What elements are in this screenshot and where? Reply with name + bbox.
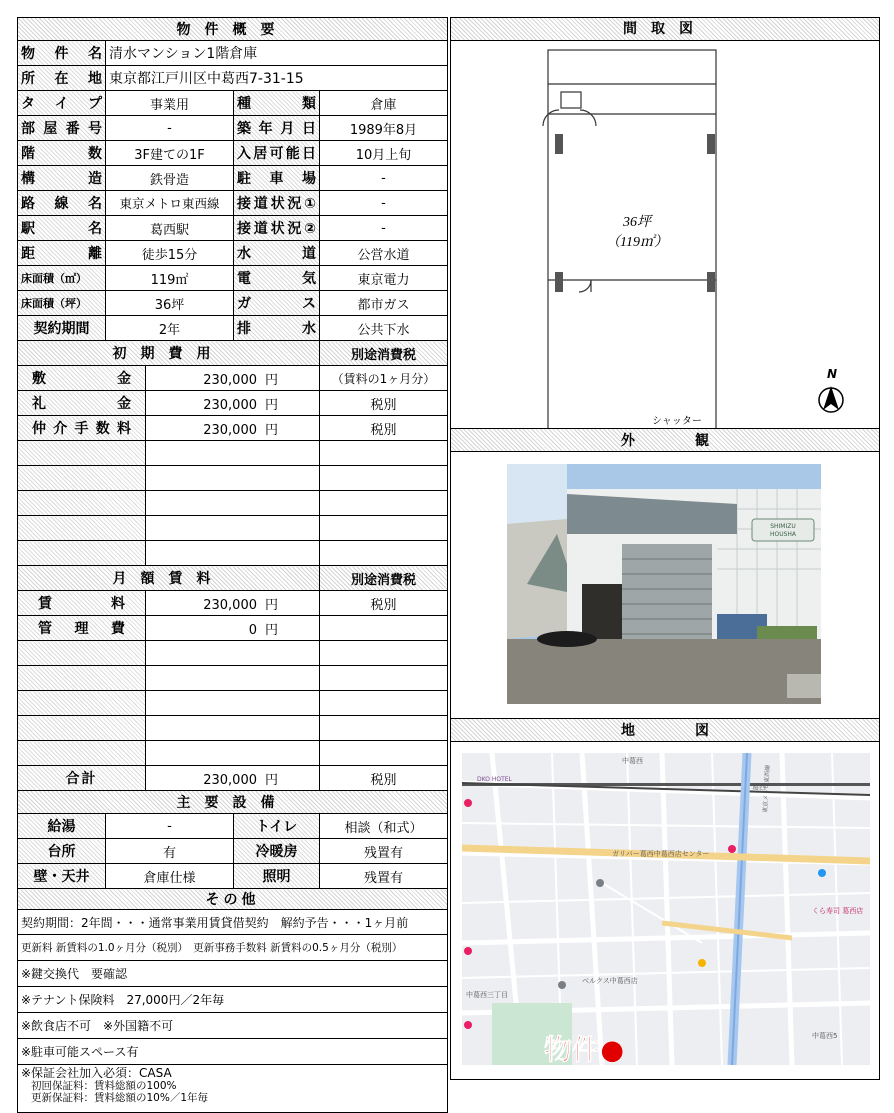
parking-value: - [320,166,448,191]
drainage-value: 公共下水 [320,316,448,341]
room-number-label: 部屋番号 [18,116,106,141]
overview-title: 物件概要 [18,18,448,41]
wall-ceiling-value: 倉庫仕様 [106,864,234,889]
kitchen-label: 台所 [18,839,106,864]
water-value: 公営水道 [320,241,448,266]
structure-value: 鉄骨造 [106,166,234,191]
note-restrictions: ※飲食店不可 ※外国籍不可 [18,1013,448,1039]
empty-row [18,666,448,691]
brokerage-fee-unit: 円 [265,422,279,438]
map-place-nakakasai: 中葛西 [622,757,643,765]
built-date-label: 築年月日 [234,116,320,141]
floor-area-tsubo-value: 36坪 [106,291,234,316]
exterior-photo [507,464,821,704]
property-name-label: 物件名 [18,41,106,66]
map-place-gulliver: ガリバー葛西中葛西店センター [612,850,710,858]
rent-unit: 円 [265,597,279,613]
station-value: 葛西駅 [106,216,234,241]
map-place-hotel: DKO HOTEL [477,776,512,783]
electricity-label: 電気 [234,266,320,291]
map-place-nakakasai3: 中葛西三丁目 [466,991,508,999]
empty-row [18,741,448,766]
brokerage-fee-amount: 230,000 [203,422,257,438]
equipment-table [17,790,448,889]
note-insurance: ※テナント保険料 27,000円／2年毎 [18,987,448,1013]
other-table [17,888,448,1113]
rent-tax: 税別 [320,591,448,616]
toilet-label: トイレ [234,814,320,839]
key-money-tax: 税別 [320,391,448,416]
floorplan-title: 間取図 [451,18,879,41]
note-renewal: 更新料 新賃料の1.0ヶ月分（税別） 更新事務手数料 新賃料の0.5ヶ月分（税別） [18,935,448,961]
kind-value: 倉庫 [320,91,448,116]
key-money-unit: 円 [265,397,279,413]
empty-row [18,441,448,466]
road-access2-label: 接道状況② [234,216,320,241]
exterior-title: 外観 [451,428,879,452]
property-marker-label: 物件● [544,1033,625,1065]
road-access2-value: - [320,216,448,241]
distance-value: 徒歩15分 [106,241,234,266]
note-guarantor-renewal: 更新保証料：賃料総額の10%／1年毎 [31,1092,209,1104]
type-value: 事業用 [106,91,234,116]
initial-tax-header: 別途消費税 [320,341,448,366]
management-fee-amount: 0 [248,622,257,638]
floorplan-area-tsubo: 36坪 [623,215,651,230]
water-label: 水道 [234,241,320,266]
rent-label: 賃料 [18,591,146,616]
road-access1-value: - [320,191,448,216]
map-place-kasai: 葛西 [752,783,766,791]
brokerage-fee-label: 仲介手数料 [18,416,146,441]
line-value: 東京メトロ東西線 [106,191,234,216]
floorplan-drawing [451,42,879,444]
contract-period-value: 2年 [106,316,234,341]
rent-amount: 230,000 [203,597,257,613]
note-contract: 契約期間：2年間・・・通常事業用賃貸借契約 解約予告・・・1ヶ月前 [18,910,448,935]
overview-table [17,17,448,341]
management-fee-label: 管理費 [18,616,146,641]
empty-row [18,491,448,516]
floor-area-m2-value: 119㎡ [106,266,234,291]
map-place-kura-sushi: くら寿司 葛西店 [812,907,864,915]
hot-water-label: 給湯 [18,814,106,839]
monthly-tax-header: 別途消費税 [320,566,448,591]
kind-label: 種類 [234,91,320,116]
key-money-label: 礼金 [18,391,146,416]
note-guarantor: ※保証会社加入必須：CASA [21,1066,172,1080]
room-number-value: - [106,116,234,141]
left-panel [17,17,447,1113]
floorplan-area-m2: （119㎡） [606,235,668,250]
total-label: 合計 [18,766,146,791]
equipment-title: 主要設備 [18,791,448,814]
floors-label: 階数 [18,141,106,166]
hot-water-value: - [106,814,234,839]
deposit-amount: 230,000 [203,372,257,388]
floors-value: 3F建ての1F [106,141,234,166]
electricity-value: 東京電力 [320,266,448,291]
lighting-value: 残置有 [320,864,448,889]
drainage-label: 排水 [234,316,320,341]
note-guarantor-initial: 初回保証料：賃料総額の100% [31,1080,177,1092]
parking-label: 駐車場 [234,166,320,191]
management-fee-unit: 円 [265,622,279,638]
road-access1-label: 接道状況① [234,191,320,216]
station-label: 駅名 [18,216,106,241]
map-place-tozai-line: 東京メトロ東西線 [762,764,772,814]
gas-value: 都市ガス [320,291,448,316]
deposit-label: 敷金 [18,366,146,391]
costs-table [17,340,448,791]
monthly-title: 月額賃料 [18,566,320,591]
aircon-value: 残置有 [320,839,448,864]
move-in-value: 10月上旬 [320,141,448,166]
aircon-label: 冷暖房 [234,839,320,864]
map-view [462,753,870,1065]
empty-row [18,716,448,741]
brokerage-fee-tax: 税別 [320,416,448,441]
wall-ceiling-label: 壁・天井 [18,864,106,889]
other-title: その他 [18,889,448,910]
address-label: 所在地 [18,66,106,91]
sign-text-line1: SHIMIZU [770,523,796,530]
total-unit: 円 [265,772,279,788]
move-in-label: 入居可能日 [234,141,320,166]
line-label: 路線名 [18,191,106,216]
note-key-exchange: ※鍵交換代 要確認 [18,961,448,987]
right-panel [450,17,880,1080]
map-place-nakakasai5: 中葛西5 [812,1032,838,1040]
built-date-value: 1989年8月 [320,116,448,141]
empty-row [18,641,448,666]
empty-row [18,516,448,541]
toilet-value: 相談（和式） [320,814,448,839]
key-money-amount: 230,000 [203,397,257,413]
structure-label: 構造 [18,166,106,191]
sign-text-line2: HOUSHA [769,531,797,538]
empty-row [18,691,448,716]
empty-row [18,541,448,566]
management-fee-tax [320,616,448,641]
note-parking: ※駐車可能スペース有 [18,1039,448,1065]
type-label: タイプ [18,91,106,116]
lighting-label: 照明 [234,864,320,889]
deposit-tax: （賃料の1ヶ月分） [320,366,448,391]
empty-row [18,466,448,491]
initial-costs-title: 初期費用 [18,341,320,366]
contract-period-label: 契約期間 [18,316,106,341]
floorplan-shutter-label: シャッター [652,416,702,427]
floor-area-m2-label: 床面積（㎡） [18,266,106,291]
floor-area-tsubo-label: 床面積（坪） [18,291,106,316]
kitchen-value: 有 [106,839,234,864]
total-amount: 230,000 [203,772,257,788]
svg-text:N: N [826,367,838,381]
north-arrow-icon [819,367,843,412]
deposit-unit: 円 [265,372,279,388]
distance-label: 距離 [18,241,106,266]
total-tax: 税別 [320,766,448,791]
map-title: 地図 [451,718,879,742]
map-place-berx: ベルクス中葛西店 [582,977,638,985]
address-value: 東京都江戸川区中葛西7-31-15 [106,66,448,91]
property-name-value: 清水マンション1階倉庫 [106,41,448,66]
gas-label: ガス [234,291,320,316]
